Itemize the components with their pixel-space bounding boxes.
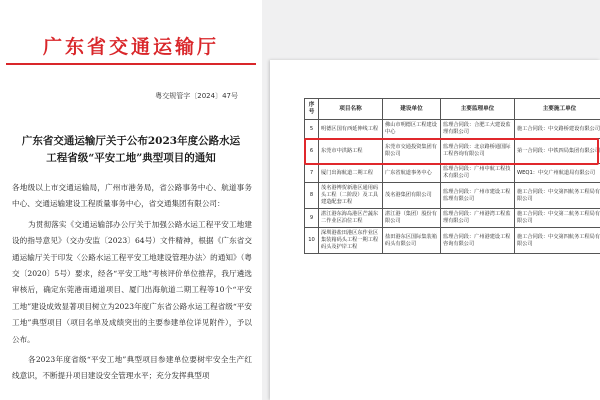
cell-supervisor: 监理合同段：广州中航工程技术有限公司 <box>441 164 515 183</box>
cell-builder: 广东省航道事务中心 <box>383 164 441 183</box>
cell-contractor: WEQ1：中交广州航道局有限公司 <box>515 164 600 183</box>
cell-contractor: 施工合同段：中交第四航务工程局有限公司 <box>515 183 600 209</box>
cell-seq: 8 <box>305 183 319 209</box>
column-header-builder: 建设单位 <box>383 99 441 120</box>
cell-seq: 9 <box>305 209 319 228</box>
cell-seq: 6 <box>305 139 319 164</box>
cell-supervisor: 监理合同段：广州港湾工程监理有限公司 <box>441 209 515 228</box>
cell-seq: 10 <box>305 228 319 254</box>
cell-contractor: 施工合同段：中交第四航务工程局有限公司 <box>515 228 600 254</box>
table-row <box>305 228 600 254</box>
column-header-project: 项目名称 <box>319 99 383 120</box>
issuer-header: 广东省交通运输厅 <box>42 36 219 58</box>
cell-supervisor: 监理合同段：广州市建设工程监理有限公司 <box>441 183 515 209</box>
title-line-1: 广东省交通运输厅关于公布2023年度公路水运 <box>21 135 241 147</box>
cell-seq: 5 <box>305 120 319 139</box>
document-number: 粤交规管字〔2024〕47号 <box>155 92 238 100</box>
cell-project: 湛江港东海岛港区芒蔬东二作业区泊位工程 <box>319 209 383 228</box>
cell-project: 厦门出海航道二期工程 <box>319 164 383 183</box>
red-divider <box>6 63 256 65</box>
table-header-row <box>305 99 600 120</box>
notice-title <box>4 133 258 167</box>
table-row <box>305 164 600 183</box>
cell-project: 明德区国有西延伸线工程 <box>319 120 383 139</box>
cell-builder: 东莞市交通投资集团有限公司 <box>383 139 441 164</box>
table-row <box>305 209 600 228</box>
notice-body <box>12 180 252 385</box>
cell-builder: 盐田港东区国际集装箱码头有限公司 <box>383 228 441 254</box>
cell-contractor: 施工合同段：中交路桥建设有限公司 <box>515 120 600 139</box>
appendix-page <box>270 60 600 400</box>
table-row <box>305 183 600 209</box>
body-paragraph: 各地级以上市交通运输局，广州市港务局，省公路事务中心、航道事务中心、交通运输建设工程质量事务中心，省交通集团有限公司： <box>12 183 252 209</box>
body-paragraph: 各2023年度省级“平安工地”典型项目参建单位要树牢安全生产红线意识，不断提升项目建设安全管理水平；充分发挥典型项 <box>12 355 252 381</box>
column-header-supervisor: 主要监理单位 <box>441 99 515 120</box>
cell-contractor: 施工合同段：中交第二航务工程局有限公司 <box>515 209 600 228</box>
cell-builder: 湛江港（集团）股份有限公司 <box>383 209 441 228</box>
cell-supervisor: 监理合同段：北京路桥通国际工程咨询有限公司 <box>441 139 515 164</box>
cell-project: 茂名港博贺新港区通用码头工程（二阶段）及工具建造配套工程 <box>319 183 383 209</box>
body-paragraph: 为贯彻落实《交通运输部办公厅关于加强公路水运工程平安工地建设的指导意见》（交办安监〔2023〕64号）文件精神，根据《广东省交通运输厅关于印发〈公路水运工程平安工地建设管理办法〉的通知》（粤交〔2020〕5号）要求，经各“平安工地”考核评价单位推荐，我厅遴选审核后，确定东莞港南通道项目、厦门出海航道二期工程等10个“平安工地”建设成效显著项目树立为2023年度广东省公路水运工程省级“平安工地”典型项目（项目名单及成绩突出的主要参建单位详见附件），予以公布。 <box>12 219 252 344</box>
cell-builder: 佛山市明德区工程建设中心 <box>383 120 441 139</box>
projects-table <box>304 98 600 254</box>
cell-project: 深圳港盐田港区东作业区集装箱码头工程一期工程码头及护岸工程 <box>319 228 383 254</box>
column-header-contractor: 主要施工单位 <box>515 99 600 120</box>
cell-contractor: 第一合同段：中铁四局集团有限公司 <box>515 139 600 164</box>
cell-project: 东莞市中洪路工程 <box>319 139 383 164</box>
column-header-seq: 序号 <box>305 99 319 120</box>
cell-builder: 茂名港集团有限公司 <box>383 183 441 209</box>
cell-supervisor: 监理合同段：合肥工大建设监理有限公司 <box>441 120 515 139</box>
table-row-highlighted <box>305 139 600 164</box>
title-line-2: 工程省级“平安工地”典型项目的通知 <box>46 152 216 164</box>
cell-seq: 7 <box>305 164 319 183</box>
cell-supervisor: 监理合同段：广州港建设工程咨询有限公司 <box>441 228 515 254</box>
notice-page <box>0 0 262 400</box>
table-row <box>305 120 600 139</box>
